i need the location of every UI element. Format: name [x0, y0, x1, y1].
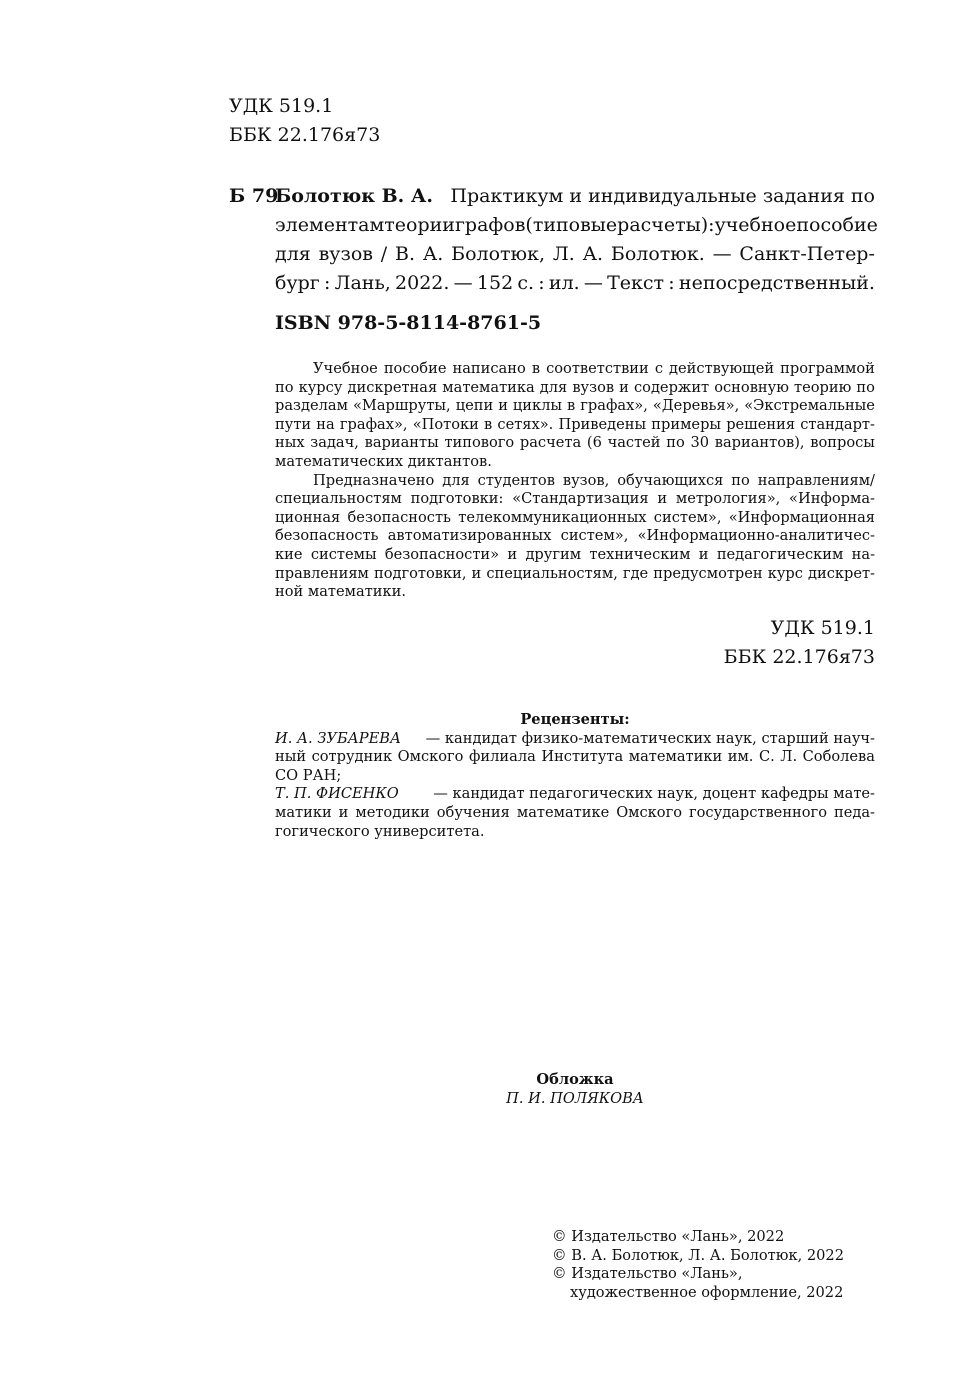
word: —	[583, 272, 603, 294]
word: «Маршруты,	[352, 397, 451, 415]
word: —	[453, 272, 473, 294]
word: подготовки,	[373, 564, 467, 582]
copyright-line: © Издательство «Лань»,	[552, 1265, 743, 1283]
word: предусмотрен	[653, 564, 763, 582]
reviewer-text: — кандидат педагогических наук, доцент кафедры мате-	[433, 785, 875, 803]
reviewer-2	[275, 785, 399, 804]
annotation-line	[275, 527, 875, 546]
word: 2022.	[395, 272, 450, 294]
reviewer-1	[275, 730, 401, 749]
word: системы	[310, 545, 377, 563]
word: пути	[275, 415, 312, 433]
word: Текст	[607, 272, 665, 294]
annotation-line	[275, 453, 875, 472]
word: и	[507, 545, 518, 563]
word: вузов	[572, 378, 615, 396]
word: педа-	[833, 803, 875, 821]
word: в	[484, 415, 493, 433]
word: (типовые	[525, 214, 618, 236]
annotation-line	[275, 565, 875, 584]
word: вузов	[318, 243, 373, 265]
word: вузов,	[562, 471, 610, 489]
word: 30	[690, 434, 710, 452]
annotation-line	[275, 397, 875, 416]
word: :	[323, 272, 331, 294]
word: подготовки:	[410, 490, 504, 508]
word: методики	[355, 803, 430, 821]
word: студентов	[477, 471, 555, 489]
word: по	[275, 378, 294, 396]
word: курс	[767, 564, 803, 582]
entry-line	[275, 211, 878, 240]
word: с.	[517, 272, 535, 294]
word: типового	[444, 434, 515, 452]
annotation-line	[275, 472, 875, 491]
word: действующей	[669, 360, 775, 377]
word: (6	[586, 434, 602, 452]
word: телекоммуникационных	[458, 508, 647, 526]
word: Болотюк,	[451, 243, 546, 265]
word: обучения	[436, 803, 510, 821]
reviewer-line	[275, 785, 875, 804]
word: «Информационно-аналитичес-	[637, 527, 875, 545]
word: и	[657, 490, 668, 508]
word: графов	[454, 214, 526, 236]
word: безопасности»	[384, 545, 500, 563]
word: автоматизированных	[387, 527, 552, 545]
word: :	[708, 214, 715, 236]
word: безопасность	[347, 508, 451, 526]
word: «Информационная	[728, 508, 875, 526]
word: непосредственный.	[678, 272, 875, 294]
word: Санкт-Петер-	[739, 243, 875, 265]
word: «Потоки	[412, 415, 479, 433]
classification-codes-top	[229, 92, 380, 150]
word: для	[442, 471, 470, 489]
word: Соболева	[802, 748, 875, 766]
word: Приведены	[558, 415, 647, 433]
word: А.	[422, 243, 444, 265]
word: основную	[714, 378, 789, 396]
reviewer-line	[275, 804, 875, 823]
word: Лань,	[334, 272, 391, 294]
reviewer-text: — кандидат физико-математических наук, старший науч-	[425, 729, 875, 747]
word: С.	[758, 748, 775, 766]
word: циклы	[512, 397, 563, 415]
word: разделам	[275, 397, 348, 415]
word: другим	[525, 545, 582, 563]
word: Болотюк.	[610, 243, 705, 265]
word: безопасность	[275, 527, 379, 545]
word: Института	[541, 748, 624, 766]
copyright-line: © В. А. Болотюк, Л. А. Болотюк, 2022	[552, 1246, 844, 1264]
annotation	[275, 360, 875, 602]
word: где	[622, 564, 649, 582]
word: «Экстремальные	[744, 397, 875, 415]
word: и	[338, 803, 349, 821]
word: по	[731, 471, 750, 489]
word: на-	[851, 545, 875, 563]
word: в	[531, 360, 541, 377]
word: пособие	[383, 360, 447, 377]
word: и	[698, 545, 709, 563]
word: написано	[452, 360, 526, 377]
word: для	[275, 243, 311, 265]
word: /	[380, 243, 388, 265]
author-sign: Б 79	[229, 185, 279, 207]
word: для	[539, 378, 568, 396]
word: Л.	[780, 748, 798, 766]
word: специальностям	[275, 490, 402, 508]
annotation-line	[275, 490, 875, 509]
word: дискретная	[347, 378, 438, 396]
word: и	[471, 564, 482, 582]
word: систем»,	[560, 527, 629, 545]
word: ил.	[548, 272, 580, 294]
word: направлениям/	[757, 471, 875, 489]
entry-author: Болотюк В. А.	[275, 185, 433, 207]
copyright-line: художественное оформление, 2022	[570, 1283, 844, 1301]
word: решения	[726, 415, 796, 433]
word: с	[654, 360, 663, 377]
word: расчета	[519, 434, 582, 452]
annotation-line	[275, 416, 875, 435]
word: варианты	[364, 434, 439, 452]
word: программой	[780, 360, 875, 377]
word: примеры	[651, 415, 722, 433]
word: 152	[476, 272, 514, 294]
word: «Стандартизация	[512, 490, 649, 508]
annotation-text: математических диктантов.	[275, 452, 492, 470]
word: правлениям	[275, 564, 369, 582]
reviewers-heading: Рецензенты:	[520, 711, 630, 728]
word: Учебное	[313, 360, 378, 377]
word: и	[619, 378, 629, 396]
word: государственного	[689, 803, 827, 821]
reviewer-name: Т. П. ФИСЕНКО	[275, 785, 399, 803]
word: курсу	[298, 378, 343, 396]
word: систем»,	[653, 508, 722, 526]
annotation-line	[275, 360, 875, 379]
word: по	[666, 434, 685, 452]
reviewer-line	[275, 730, 875, 749]
word: и	[498, 397, 508, 415]
word: техническим	[589, 545, 691, 563]
reviewer-line	[275, 767, 875, 786]
word: Омского	[616, 803, 683, 821]
word: математики	[628, 748, 723, 766]
word: им.	[727, 748, 754, 766]
word: :	[668, 272, 675, 294]
word: кие	[275, 545, 303, 563]
word: стандарт-	[800, 415, 875, 433]
word: соответствии	[546, 360, 649, 377]
word: сотрудник	[311, 748, 393, 766]
word: математике	[516, 803, 610, 821]
word: —	[712, 243, 732, 265]
word: Л.	[552, 243, 575, 265]
word: бург	[275, 272, 320, 294]
copyright-line: © Издательство «Лань», 2022	[552, 1228, 785, 1245]
word: А.	[582, 243, 604, 265]
entry-line	[275, 182, 875, 211]
reviewers-section	[275, 711, 875, 841]
entry-line	[275, 269, 875, 298]
word: метрология»,	[675, 490, 781, 508]
annotation-line	[275, 509, 875, 528]
word: ционная	[275, 508, 341, 526]
word: на	[316, 415, 335, 433]
reviewer-line	[275, 748, 875, 767]
annotation-line	[275, 583, 875, 602]
word: по	[856, 378, 875, 396]
bbk-code: ББК 22.176я73	[723, 646, 875, 668]
word: цепи	[455, 397, 494, 415]
word: дискрет-	[808, 564, 875, 582]
annotation-line	[275, 434, 875, 453]
entry-line	[275, 240, 875, 269]
word: вариантов),	[714, 434, 805, 452]
word: обучающихся	[617, 471, 724, 489]
word: педагогическим	[716, 545, 844, 563]
cover-heading: Обложка	[536, 1071, 614, 1088]
bbk-code: ББК 22.176я73	[229, 124, 381, 146]
entry-title-start: Практикум и индивидуальные задания по	[450, 185, 875, 207]
word: расчеты)	[617, 214, 709, 236]
word: пособие	[796, 214, 878, 236]
word: частей	[607, 434, 661, 452]
annotation-line	[275, 379, 875, 398]
word: теорию	[794, 378, 852, 396]
reviewer-text: СО РАН;	[275, 766, 342, 784]
word: вопросы	[810, 434, 875, 452]
udk-code: УДК 519.1	[229, 95, 334, 117]
word: «Информа-	[789, 490, 875, 508]
udk-code: УДК 519.1	[770, 617, 875, 639]
cover-credit	[275, 1071, 875, 1108]
word: :	[538, 272, 545, 294]
word: специальностям,	[486, 564, 618, 582]
annotation-text: ной математики.	[275, 583, 406, 601]
word: матики	[275, 803, 332, 821]
word: Предназначено	[313, 471, 435, 489]
word: задач,	[310, 434, 359, 452]
reviewer-line	[275, 823, 875, 842]
word: в	[567, 397, 576, 415]
word: сетях».	[497, 415, 554, 433]
copyright-block	[552, 1228, 844, 1302]
word: «Деревья»,	[652, 397, 740, 415]
word: Омского	[397, 748, 464, 766]
word: элементам	[275, 214, 385, 236]
annotation-line	[275, 546, 875, 565]
word: ных	[275, 434, 305, 452]
word: ный	[275, 748, 307, 766]
word: графах»,	[580, 397, 648, 415]
word: теории	[384, 214, 455, 236]
reviewer-name: И. А. ЗУБАРЕВА	[275, 729, 401, 747]
reviewer-text: гогического университета.	[275, 822, 485, 840]
word: математика	[442, 378, 535, 396]
word: В.	[395, 243, 416, 265]
bibliographic-description	[275, 182, 878, 298]
word: графах»,	[339, 415, 408, 433]
word: учебное	[714, 214, 797, 236]
cover-designer: П. И. ПОЛЯКОВА	[506, 1089, 644, 1107]
word: филиала	[469, 748, 536, 766]
isbn: ISBN 978-5-8114-8761-5	[275, 312, 542, 334]
word: содержит	[633, 378, 710, 396]
classification-codes-bottom	[724, 614, 875, 672]
